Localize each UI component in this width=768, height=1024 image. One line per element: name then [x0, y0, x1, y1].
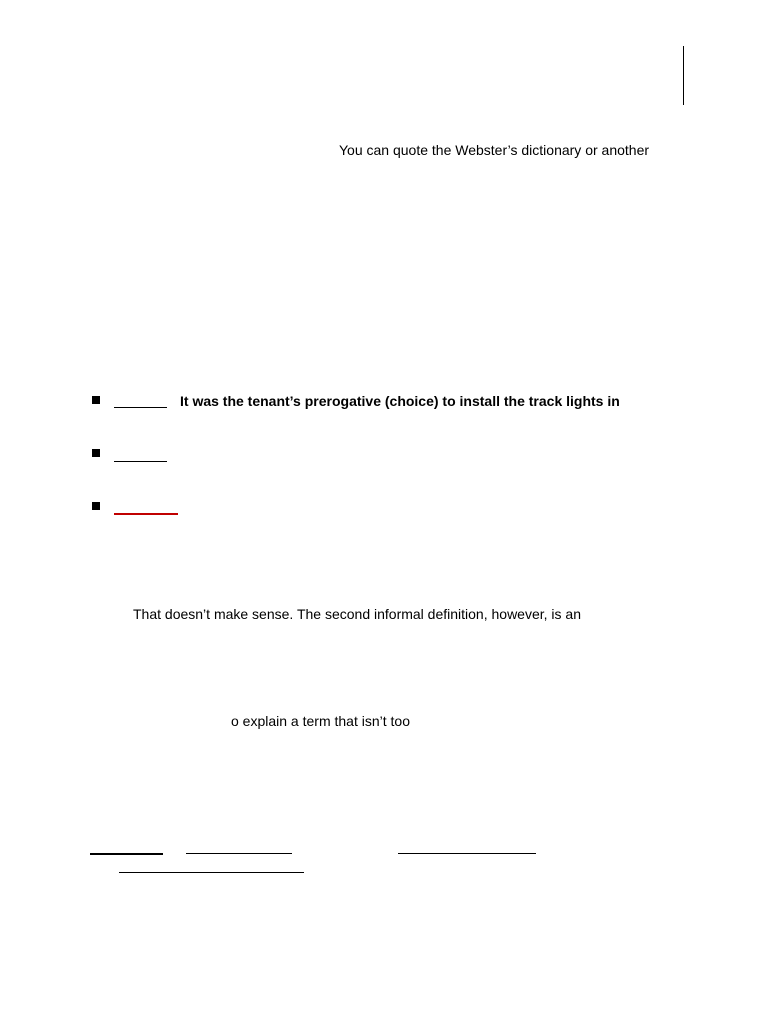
informal-definition-line: That doesn’t make sense. The second informal definition, however, is an [133, 606, 581, 622]
bullet-1-text: It was the tenant’s prerogative (choice) to install the track lights in [180, 393, 620, 409]
square-bullet-icon [92, 502, 100, 510]
fill-in-blank-3-red[interactable] [114, 513, 178, 515]
fill-in-blank-2[interactable] [114, 461, 167, 462]
underline-rule-2 [186, 853, 292, 854]
text-cursor-line [683, 46, 684, 105]
underline-rule-1 [90, 853, 163, 855]
explain-term-line: o explain a term that isn’t too [231, 713, 410, 729]
quote-paragraph-line: You can quote the Webster’s dictionary or another [339, 142, 650, 158]
underline-rule-4 [119, 872, 304, 873]
underline-rule-3 [398, 853, 536, 854]
square-bullet-icon [92, 449, 100, 457]
fill-in-blank-1[interactable] [114, 407, 167, 408]
square-bullet-icon [92, 396, 100, 404]
